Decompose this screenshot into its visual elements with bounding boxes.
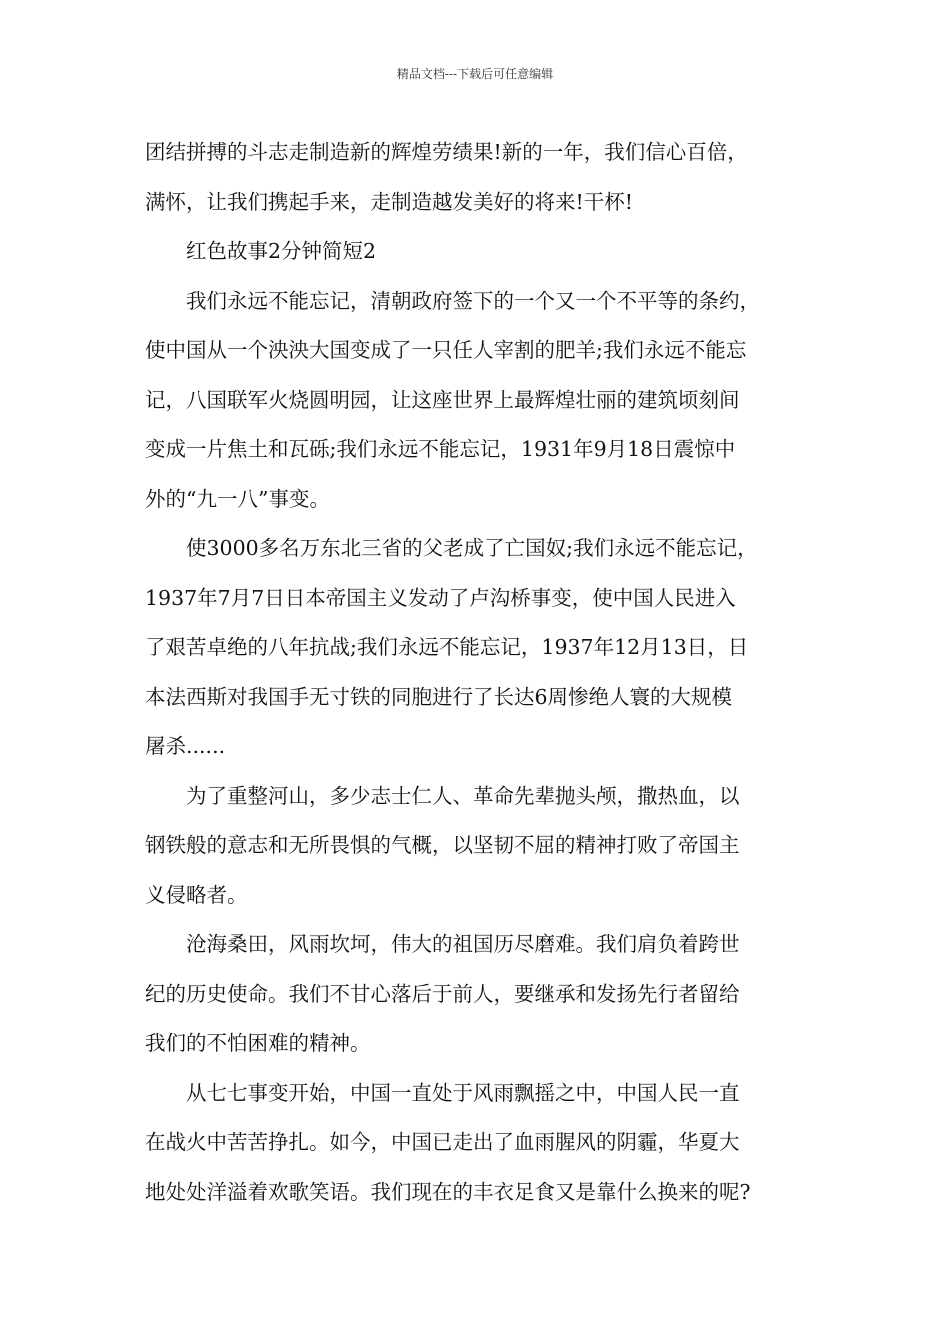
text-line: 团结拼搏的斗志走制造新的辉煌劳绩果!新的一年，我们信心百倍，: [145, 140, 748, 164]
text-line: 外的“九一八”事变。: [145, 486, 330, 511]
text-line: 在战火中苦苦挣扎。如今，中国已走出了血雨腥风的阴霾，华夏大: [145, 1130, 740, 1154]
text-line: 1937年7月7日日本帝国主义发动了卢沟桥事变，使中国人民进入: [145, 585, 736, 610]
text-line: 满怀，让我们携起手来，走制造越发美好的将来!干杯!: [145, 189, 633, 214]
paragraph: [145, 524, 809, 772]
paragraph: [145, 277, 809, 525]
text-line: 红色故事2分钟简短2: [186, 239, 377, 263]
text-line: 地处处洋溢着欢歌笑语。我们现在的丰衣足食又是靠什么换来的呢?: [145, 1179, 751, 1204]
text-line: 了艰苦卓绝的八年抗战;我们永远不能忘记，1937年12月13日，日: [145, 635, 749, 659]
text-line: 本法西斯对我国手无寸铁的同胞进行了长达6周惨绝人寰的大规模: [145, 684, 733, 709]
paragraph: [145, 920, 809, 1069]
text-line: 从七七事变开始，中国一直处于风雨飘摇之中，中国人民一直: [186, 1080, 740, 1105]
document-body: [145, 128, 809, 1217]
text-line: 记，八国联军火烧圆明园，让这座世界上最辉煌壮丽的建筑顷刻间: [145, 387, 740, 412]
text-line: 钢铁般的意志和无所畏惧的气概，以坚韧不屈的精神打败了帝国主: [145, 833, 740, 857]
section-title: [145, 227, 809, 277]
text-line: 使3000多名万东北三省的父老成了亡国奴;我们永远不能忘记，: [186, 536, 758, 560]
paragraph: [145, 1069, 809, 1218]
text-line: 义侵略者。: [145, 882, 248, 907]
text-line: 屠杀......: [145, 734, 226, 758]
text-line: 沧海桑田，风雨坎坷，伟大的祖国历尽磨难。我们肩负着跨世: [186, 932, 740, 956]
paragraph: [145, 772, 809, 921]
text-line: 纪的历史使命。我们不甘心落后于前人，要继承和发扬先行者留给: [145, 981, 740, 1006]
page-header: 精品文档---下载后可任意编辑: [396, 67, 554, 81]
text-line: 我们的不怕困难的精神。: [145, 1031, 371, 1055]
paragraph: [145, 128, 809, 227]
text-line: 为了重整河山，多少志士仁人、革命先辈抛头颅，撒热血，以: [186, 783, 740, 808]
text-line: 我们永远不能忘记，清朝政府签下的一个又一个不平等的条约，: [186, 288, 760, 313]
text-line: 使中国从一个泱泱大国变成了一只任人宰割的肥羊;我们永远不能忘: [145, 338, 747, 362]
text-line: 变成一片焦土和瓦砾;我们永远不能忘记，1931年9月18日震惊中: [145, 437, 736, 461]
